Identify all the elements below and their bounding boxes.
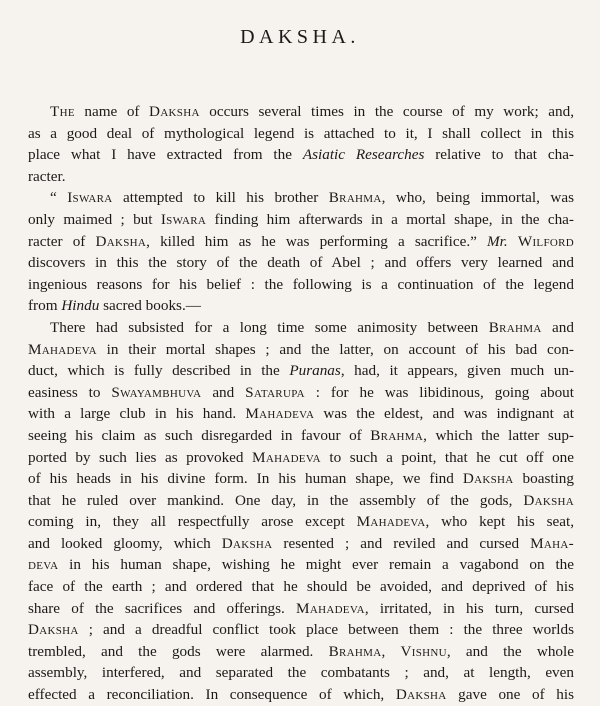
small-caps-name: Satarupa xyxy=(245,383,305,401)
text-line xyxy=(28,166,574,188)
small-caps-name: Mahadeva xyxy=(252,448,321,466)
small-caps-name: deva xyxy=(28,556,59,574)
text-run: duct, which is fully described in the xyxy=(28,362,290,380)
text-run: discovers in this the story of the death of Abel ; and offers very learned and xyxy=(28,254,574,272)
text-run: as a good deal of mythological legend is attached to it, I shall collect in this xyxy=(28,124,574,142)
text-run: face of the earth ; and ordered that he should be avoided, and deprived of his xyxy=(28,578,574,596)
text-run: racter of xyxy=(28,232,96,250)
italic-text: Puranas xyxy=(289,362,341,380)
text-run: name of xyxy=(74,103,150,120)
text-run: in their mortal shapes ; and the latter, on account of his bad con- xyxy=(96,340,574,358)
small-caps-name: Mahadeva xyxy=(356,513,426,531)
text-run: to such a point, that he cut off one xyxy=(320,448,574,466)
text-run: place what I have extracted from the xyxy=(28,146,303,164)
text-run: with a large club in his hand. xyxy=(28,405,246,423)
small-caps-name: Mahadeva xyxy=(28,340,97,358)
text-run: seeing his claim as such disregarded in favour of xyxy=(28,426,371,444)
text-line xyxy=(28,468,574,490)
text-run: of his heads in his divine form. In his human shape, we find xyxy=(28,470,463,488)
text-line xyxy=(28,187,574,209)
text-run: ; and a dreadful conflict took place between them : the three worlds xyxy=(78,621,574,639)
small-caps-name: Daksha xyxy=(523,491,574,509)
text-line xyxy=(28,101,574,123)
text-run: , who kept his seat, xyxy=(425,513,575,531)
small-caps-name: Daksha xyxy=(95,232,147,250)
text-line xyxy=(28,123,574,145)
small-caps-name: The xyxy=(50,103,75,120)
text-line xyxy=(28,425,574,447)
small-caps-name: Brahma xyxy=(328,189,382,207)
small-caps-name: Swayambhuva xyxy=(111,383,202,401)
small-caps-name: Daksha xyxy=(395,686,447,704)
text-line xyxy=(28,619,574,641)
small-caps-name: Iswara xyxy=(160,210,207,228)
small-caps-name: Vishnu xyxy=(400,642,447,660)
text-run: , irritated, in his turn, cursed xyxy=(364,599,574,617)
small-caps-name: Brahma xyxy=(328,642,382,660)
text-line xyxy=(28,231,574,253)
text-run xyxy=(508,233,518,250)
small-caps-name: Daksha xyxy=(221,534,273,552)
text-run: , and the whole xyxy=(446,642,574,660)
text-run: share of the sacrifices and offerings. xyxy=(28,599,297,617)
small-caps-name: Wilford xyxy=(517,232,574,250)
text-line xyxy=(28,295,574,317)
text-run: only maimed ; but xyxy=(28,210,161,228)
text-run: assembly, interfered, and separated the combatants ; and, at length, even xyxy=(28,664,574,682)
text-line xyxy=(28,554,574,576)
small-caps-name: Daksha xyxy=(149,103,200,120)
text-run: “ xyxy=(50,189,68,207)
text-run: resented ; and reviled and cursed xyxy=(272,534,531,552)
text-line xyxy=(28,360,574,382)
text-run: , xyxy=(381,642,401,660)
text-run: that he ruled over mankind. One day, in the assembly of the gods, xyxy=(28,491,524,509)
italic-text: Hindu xyxy=(61,297,100,315)
text-run: finding him afterwards in a mortal shape, in the cha- xyxy=(206,210,574,228)
text-run: trembled, and the gods were alarmed. xyxy=(28,642,329,660)
text-run: ingenious reasons for his belief : the following is a continuation of the legend xyxy=(28,275,574,293)
text-run: gave one of his xyxy=(446,686,574,704)
text-line xyxy=(28,533,574,555)
text-line xyxy=(28,662,574,684)
text-run: There had subsisted for a long time some animosity between xyxy=(50,318,489,336)
text-run: easiness to xyxy=(28,383,112,401)
small-caps-name: Daksha xyxy=(462,470,514,488)
text-run: and xyxy=(541,318,574,336)
text-run: effected a reconciliation. In consequence of which, xyxy=(28,686,396,704)
text-run: , had, it appears, given much un- xyxy=(340,362,575,380)
text-run: , killed him as he was performing a sacrifice.” xyxy=(146,232,487,250)
text-run: boasting xyxy=(513,470,574,488)
text-line xyxy=(28,382,574,404)
small-caps-name: Mahadeva xyxy=(296,599,365,617)
small-caps-name: Daksha xyxy=(28,621,79,639)
italic-text: Mr. xyxy=(487,232,508,250)
text-line xyxy=(28,339,574,361)
text-line xyxy=(28,252,574,274)
text-run: and looked gloomy, which xyxy=(28,534,222,552)
text-line xyxy=(28,576,574,598)
page-title: DAKSHA. xyxy=(240,26,360,48)
text-line xyxy=(28,511,574,533)
text-line xyxy=(28,317,574,339)
text-run: sacred books.— xyxy=(99,297,201,315)
text-run: occurs several times in the course of my work; and, xyxy=(199,103,574,120)
text-line xyxy=(28,598,574,620)
text-line xyxy=(28,641,574,663)
text-run: and xyxy=(201,383,246,401)
text-run: relative to that cha- xyxy=(424,146,574,164)
small-caps-name: Brahma xyxy=(488,318,542,336)
small-caps-name: Brahma xyxy=(370,426,424,444)
text-run: from xyxy=(28,297,62,315)
small-caps-name: Iswara xyxy=(67,189,113,207)
text-line xyxy=(28,403,574,425)
text-line xyxy=(28,274,574,296)
text-run: : for he was libidinous, going about xyxy=(304,383,574,401)
body-text xyxy=(28,101,574,706)
text-run: , who, being immortal, was xyxy=(381,189,574,207)
text-line xyxy=(28,684,574,706)
italic-text: Asiatic Researches xyxy=(302,146,425,164)
small-caps-name: Mahadeva xyxy=(245,405,315,423)
text-line xyxy=(28,490,574,512)
text-line xyxy=(28,144,574,166)
text-line xyxy=(28,209,574,231)
text-run: , which the latter sup- xyxy=(423,426,574,444)
text-run: coming in, they all respectfully arose except xyxy=(28,513,357,531)
text-run: attempted to kill his brother xyxy=(112,189,329,207)
text-run: in his human shape, wishing he might ever remain a vagabond on the xyxy=(58,556,574,574)
text-run: was the eldest, and was indignant at xyxy=(314,405,574,423)
small-caps-name: Maha- xyxy=(530,534,574,552)
text-run: racter. xyxy=(28,167,66,185)
text-line xyxy=(28,447,574,469)
text-run: ported by such lies as provoked xyxy=(28,448,253,466)
